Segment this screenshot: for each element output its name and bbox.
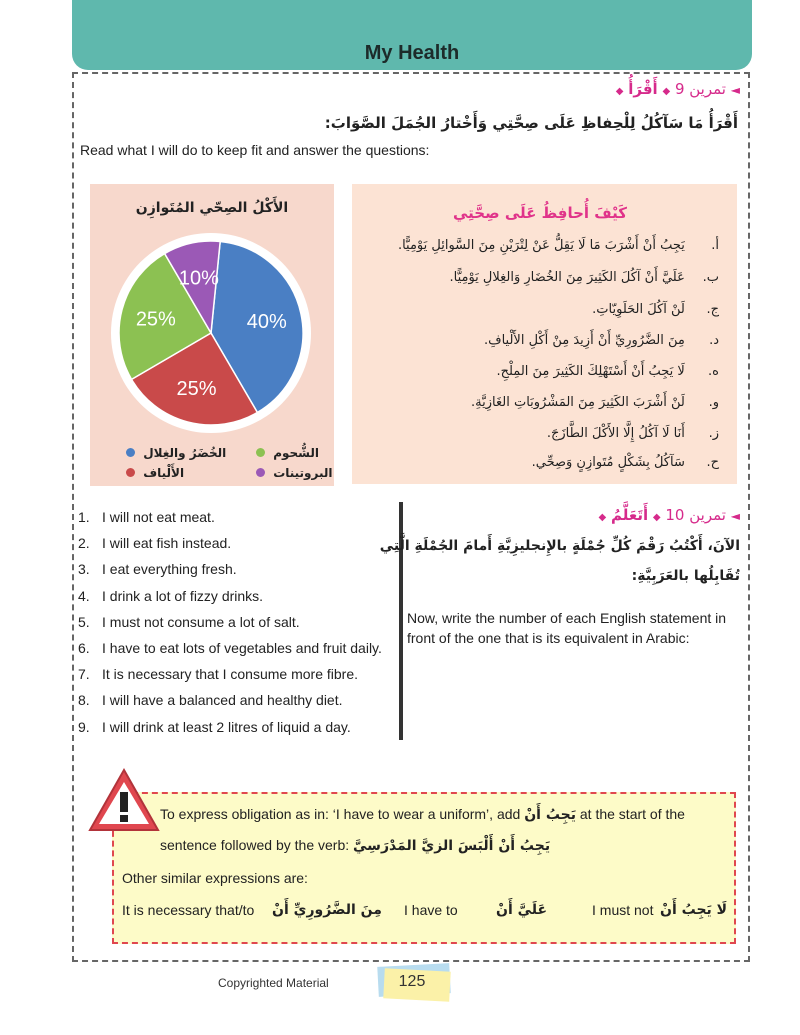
exercise-number: 9 <box>674 80 685 98</box>
list-item: 6. I have to eat lots of vegetables and fruit daily. <box>78 639 382 656</box>
pie-slice-label: 10% <box>178 267 219 290</box>
exercise-9-instruction-en: Read what I will do to keep fit and answer the questions: <box>80 142 430 158</box>
note-line-3: Other similar expressions are: <box>122 870 308 886</box>
note-line-1: To express obligation as in: ‘I have to wear a uniform’, add يَجِبُ أَنْ at the start of the <box>160 806 685 823</box>
list-item: 9. I will drink at least 2 litres of liquid a day. <box>78 718 351 735</box>
legend-dot-icon <box>256 468 265 477</box>
list-item: 1. I will not eat meat. <box>78 509 215 525</box>
health-tips-panel <box>352 184 737 484</box>
exercise-10-instruction-en: Now, write the number of each English statement in front of the one that is its equivalent in Arabic: <box>407 610 727 646</box>
exercise-9-heading: ◄ تمرين 9 ◆ أَقْرَأُ ◆ <box>615 80 740 98</box>
list-item: 8. I will have a balanced and healthy diet. <box>78 692 343 709</box>
legend-dot-icon <box>126 448 135 457</box>
expression-necessary-ar: مِنَ الضَّرُورِيِّ أَنْ <box>272 902 382 918</box>
note-line-2: sentence followed by the verb: يَجِبُ أَنْ أَلْبَسَ الزيَّ المَدْرَسِيَّ <box>160 837 551 854</box>
list-item: 5. I must not consume a lot of salt. <box>78 613 300 630</box>
english-statements-list <box>78 509 398 745</box>
exercise-10-instruction-ar-line1: الآنَ، أَكْتُبُ رَقْمَ كُلِّ جُمْلَةٍ بالإِنجليزِيَّةِ أَمامَ الجُمْلَةِ الَّتِي <box>379 538 740 554</box>
pie-slice-label: 25% <box>135 308 176 331</box>
exercise-word: أَقْرَأُ <box>628 80 658 98</box>
page-number: 125 <box>398 973 426 990</box>
list-item: ز. أَنَا لَا آكُلُ إِلَّا الأَكْلَ الطَّازَجَ. <box>546 426 719 441</box>
legend-dot-icon <box>126 468 135 477</box>
list-item: ح. سَآكُلُ بِشَكْلٍ مُتَوازِنٍ وَصِحِّي. <box>531 455 719 470</box>
exercise-word: أَتَعَلَّمُ <box>610 506 649 524</box>
exercise-number: 10 <box>665 506 685 524</box>
legend-item-vegetables: الخُضَرُ والغِلال <box>126 446 226 460</box>
list-item: ه. لَا يَجِبُ أَنْ أَسْتَهْلِكَ الكَثِيرَ مِنَ المِلْحِ. <box>496 364 719 379</box>
pie-slice-label: 25% <box>176 378 217 401</box>
legend-item-fibre: الأَلْياف <box>126 466 184 480</box>
expression-must-not-en: I must not <box>592 902 654 918</box>
list-item: د. مِنَ الضَّرُورِيِّ أَنْ أَزِيدَ مِنْ أَكْلِ الأَلْيافِ. <box>483 333 719 348</box>
list-item: 7. It is necessary that I consume more fibre. <box>78 666 358 683</box>
list-item: 2. I will eat fish instead. <box>78 535 232 552</box>
pie-chart <box>108 230 314 436</box>
pie-slice-label: 40% <box>246 310 287 333</box>
panel-title: كَيْفَ أُحافِظُ عَلَى صِحَّتِي <box>453 204 627 222</box>
list-item: 3. I eat everything fresh. <box>78 561 237 578</box>
list-item: ب. عَلَيَّ أَنْ آكُلَ الكَثِيرَ مِنَ الخُضَارِ وَالغِلالِ يَوْمِيًّا. <box>449 270 719 285</box>
list-item: أ. يَجِبُ أَنْ أَشْرَبَ مَا لَا يَقِلُّ عَنْ لِتْرَيْنِ مِنَ السَّوائِلِ يَوْمِيًّا. <box>397 238 719 253</box>
list-item: و. لَنْ أَشْرَبَ الكَثِيرَ مِنَ المَشْرُوبَاتِ الغَازِيَّةِ. <box>471 395 719 410</box>
legend-dot-icon <box>256 448 265 457</box>
list-item: ج. لَنْ آكُلَ الحَلَوِيّاتِ. <box>592 302 719 317</box>
list-item: 4. I drink a lot of fizzy drinks. <box>78 587 264 604</box>
legend-item-fats: الشُّحوم <box>256 446 319 460</box>
warning-icon <box>86 766 162 834</box>
exercise-10-instruction-ar-line2: تُقَابِلُها بالعَرَبِيَّةِ: <box>631 568 740 584</box>
chart-title: الأَكْلُ الصِحّي المُتَوازِن <box>135 200 289 216</box>
exercise-label: تمرين <box>689 80 726 98</box>
expression-have-to-ar: عَلَيَّ أَنْ <box>496 902 548 918</box>
expression-must-not-ar: لَا يَجِبُ أَنْ <box>660 902 728 918</box>
expression-necessary-en: It is necessary that/to <box>122 902 255 918</box>
exercise-10-heading: ◄ تمرين 10 ◆ أَتَعَلَّمُ ◆ <box>598 506 740 524</box>
copyright-text: Copyrighted Material <box>218 976 329 990</box>
page-title: My Health <box>364 42 460 64</box>
exercise-9-instruction-ar: أَقْرَأُ مَا سَآكُلُ لِلْحِفاظِ عَلَى صِحَّتِي وَأَخْتارُ الجُمَلَ الصَّوَابَ: <box>324 114 738 132</box>
legend-item-proteins: البروتينات <box>256 466 333 480</box>
expression-have-to-en: I have to <box>404 902 458 918</box>
exercise-label: تمرين <box>689 506 726 524</box>
